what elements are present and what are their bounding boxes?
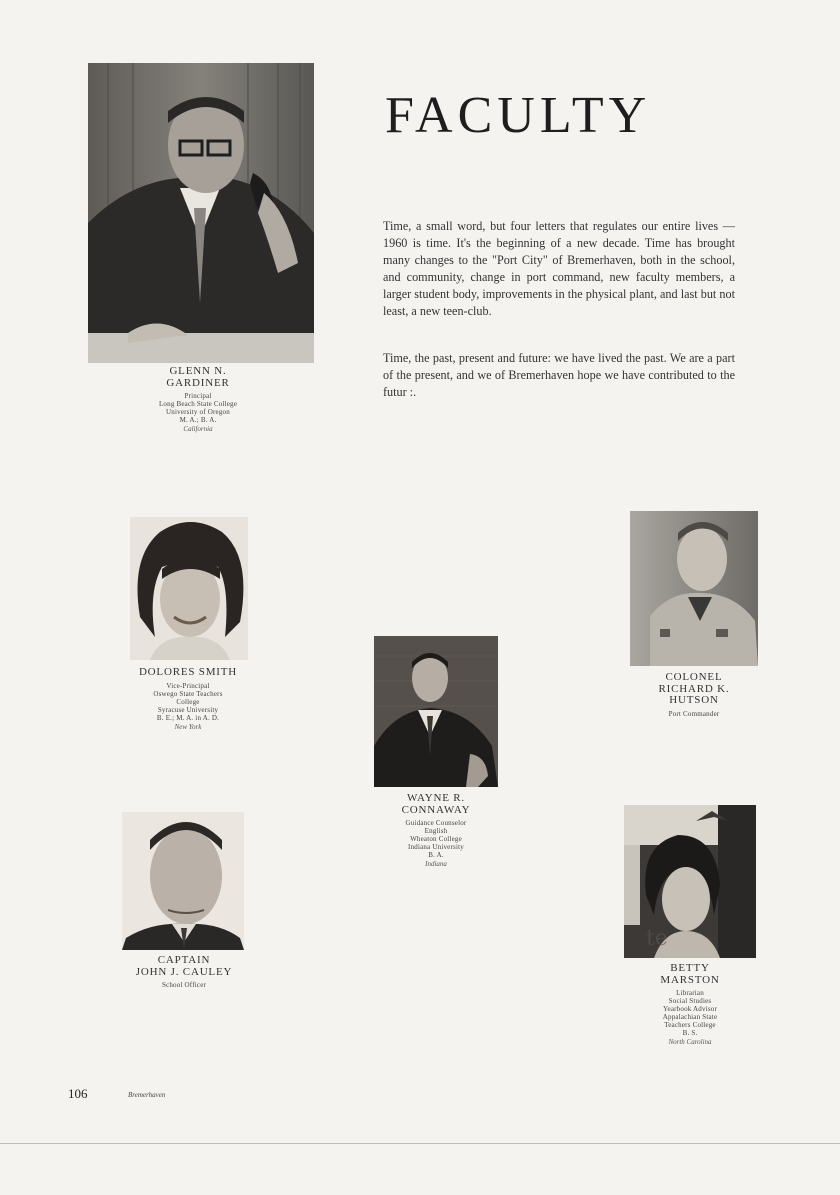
photo-marston xyxy=(624,805,756,958)
page-number: 106 xyxy=(68,1086,88,1101)
caption-connaway xyxy=(362,793,510,869)
caption-smith xyxy=(116,667,260,731)
faculty-detail: Yearbook Advisor xyxy=(662,1005,718,1014)
faculty-name: GLENN N. xyxy=(169,365,227,377)
faculty-name: JOHN J. CAULEY xyxy=(135,965,233,978)
faculty-detail: Wheaton College xyxy=(410,835,462,844)
faculty-name: RICHARD K. xyxy=(658,682,730,695)
faculty-detail: Vice-Principal xyxy=(166,681,210,690)
caption-cauley xyxy=(104,955,264,989)
divider xyxy=(0,1143,840,1144)
faculty-detail: Librarian xyxy=(676,989,704,998)
faculty-name: WAYNE R. xyxy=(407,792,465,804)
faculty-name: COLONEL xyxy=(665,671,723,683)
faculty-detail: Principal xyxy=(184,392,212,401)
faculty-detail: Long Beach State College xyxy=(158,400,238,409)
faculty-name: CONNAWAY xyxy=(401,803,471,816)
faculty-detail: English xyxy=(424,827,448,836)
faculty-detail: School Officer xyxy=(161,981,207,990)
faculty-detail: Indiana University xyxy=(408,843,464,852)
faculty-detail: Teachers College xyxy=(664,1021,716,1030)
faculty-name: BETTY xyxy=(670,962,710,974)
intro-paragraph-2: Time, the past, present and future: we have lived the past. We are a part of the present, and we of Bremerhaven hope we have contributed to the futur :. xyxy=(383,351,735,400)
faculty-state: New York xyxy=(174,722,202,731)
faculty-detail: B. E.; M. A. in A. D. xyxy=(156,713,220,722)
faculty-state: California xyxy=(183,425,213,434)
faculty-state: North Carolina xyxy=(668,1038,712,1047)
faculty-name: CAPTAIN xyxy=(157,954,211,966)
faculty-detail: M. A.; B. A. xyxy=(179,416,217,425)
faculty-detail: B. A. xyxy=(428,851,444,860)
intro-paragraph-1: Time, a small word, but four letters that regulates our entire lives — 1960 is time. It's the beginning of a new decade. Time has brought many changes to the "Port City" of Bremerhaven, both in the school, and community, change in port command, new faculty members, a larger student body, improvements in the physical plant, and last but not least, a new teen-club. xyxy=(383,219,735,319)
faculty-detail: College xyxy=(176,697,200,706)
faculty-name: GARDINER xyxy=(166,376,230,389)
faculty-detail: Guidance Counselor xyxy=(405,819,467,828)
faculty-detail: Port Commander xyxy=(668,709,720,718)
svg-text:te: te xyxy=(646,926,668,951)
faculty-detail: Appalachian State xyxy=(662,1013,718,1022)
photo-gardiner xyxy=(88,63,314,363)
book-title: Bremerhaven xyxy=(128,1091,166,1099)
faculty-detail: Syracuse University xyxy=(157,705,219,714)
photo-smith xyxy=(130,517,248,660)
faculty-detail: Oswego State Teachers xyxy=(153,689,223,698)
faculty-detail: Social Studies xyxy=(668,997,712,1006)
photo-hutson xyxy=(630,511,758,666)
faculty-name: HUTSON xyxy=(669,694,719,707)
photo-connaway xyxy=(374,636,498,787)
caption-marston xyxy=(616,963,764,1047)
faculty-name: DOLORES SMITH xyxy=(138,666,238,678)
caption-hutson xyxy=(626,672,762,718)
caption-gardiner xyxy=(120,366,276,434)
faculty-name: MARSTON xyxy=(660,973,720,986)
faculty-detail: University of Oregon xyxy=(166,408,230,417)
faculty-detail: B. S. xyxy=(682,1029,698,1038)
photo-cauley xyxy=(122,812,244,950)
page-title: FACULTY xyxy=(385,87,652,144)
faculty-state: Indiana xyxy=(425,860,447,869)
